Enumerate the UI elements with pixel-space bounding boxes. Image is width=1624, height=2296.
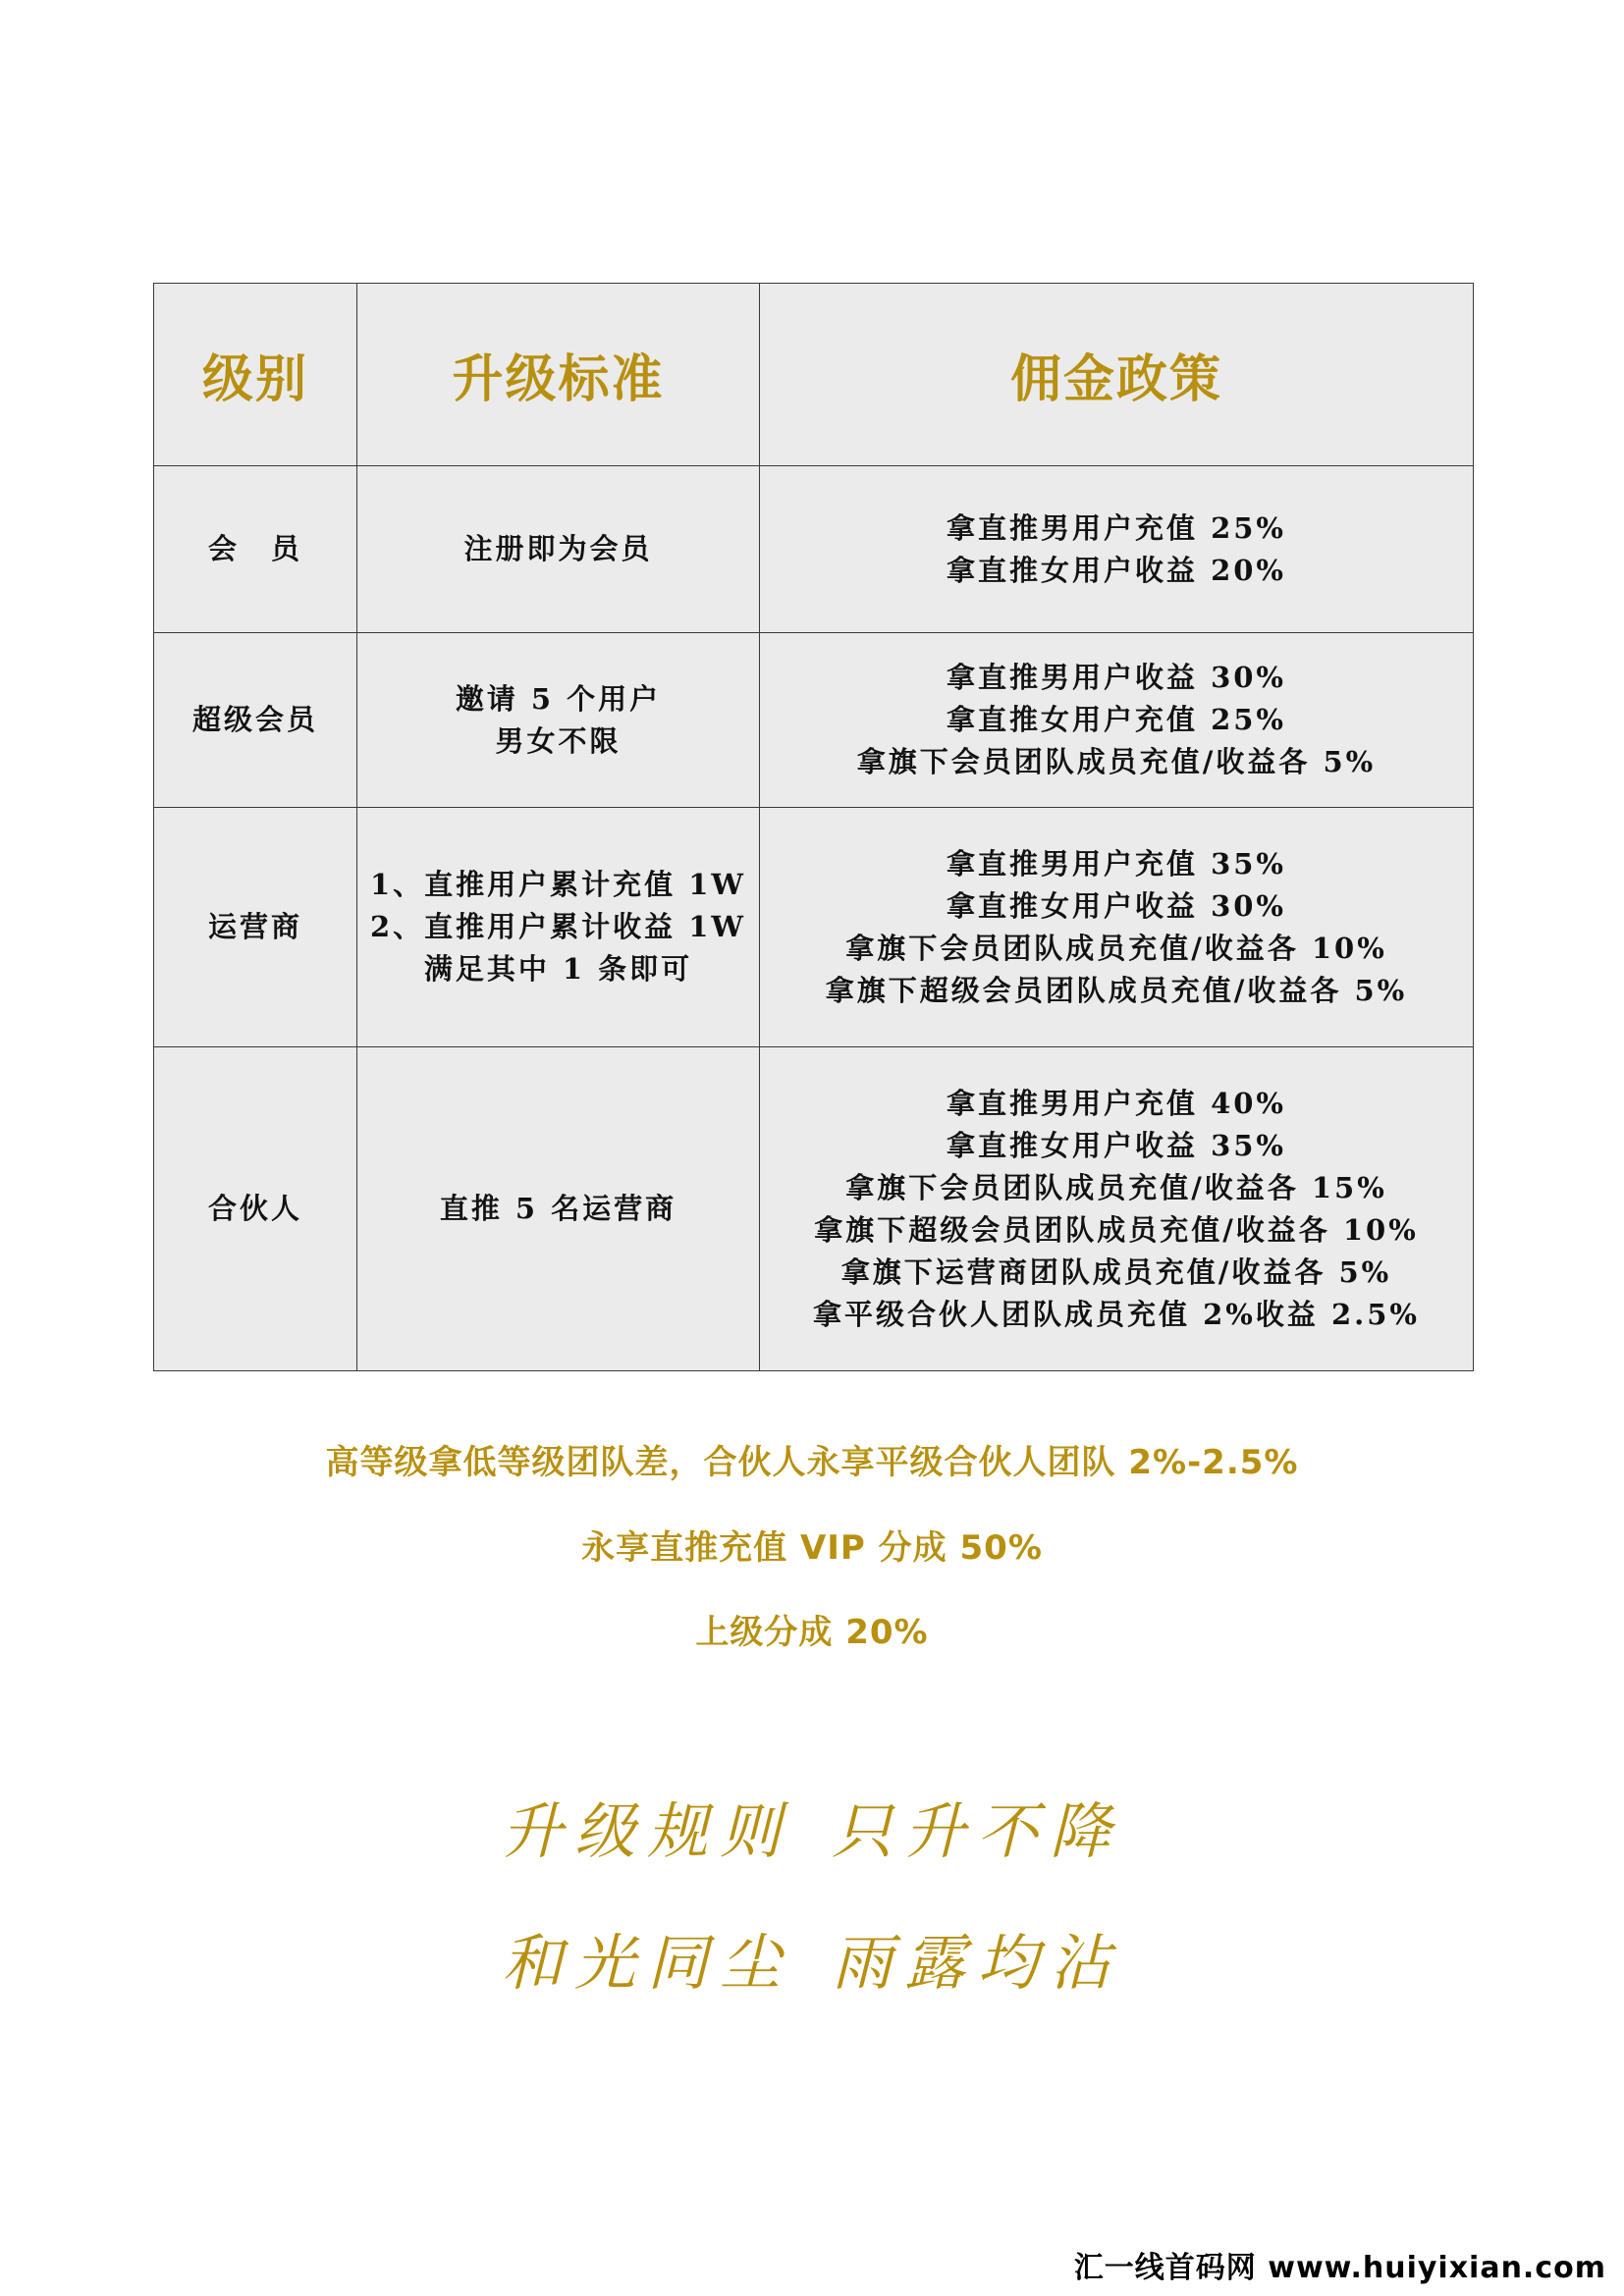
level-cell	[154, 1047, 357, 1371]
site-watermark: 汇一线首码网 www.huiyixian.com	[1066, 2239, 1614, 2290]
table-row	[154, 1047, 1474, 1371]
criteria-cell	[357, 1047, 760, 1371]
table-row	[154, 808, 1474, 1047]
table-header-row	[154, 284, 1474, 466]
header-criteria: 升级标准	[357, 284, 760, 466]
criteria-line: 邀请 5 个用户	[455, 681, 662, 716]
criteria-line: 直推 5 名运营商	[439, 1192, 677, 1225]
commission-policy-table	[153, 283, 1474, 1371]
note-upline-share: 上级分成 20%	[695, 1613, 929, 1652]
commission-cell	[760, 633, 1474, 808]
commission-line: 拿直推女用户收益 30%	[946, 888, 1286, 923]
slogan-part: 和光同尘	[501, 1927, 792, 1999]
commission-cell	[760, 808, 1474, 1047]
commission-cell	[760, 466, 1474, 633]
commission-line: 拿旗下会员团队成员充值/收益各 15%	[845, 1170, 1387, 1204]
criteria-cell	[357, 808, 760, 1047]
criteria-line: 2、直推用户累计收益 1W	[369, 910, 747, 943]
commission-line: 拿直推男用户充值 40%	[946, 1086, 1286, 1120]
level-label: 运营商	[207, 910, 302, 943]
level-label: 合伙人	[207, 1192, 302, 1225]
criteria-line: 注册即为会员	[463, 532, 653, 565]
criteria-line: 男女不限	[495, 723, 622, 758]
commission-line: 拿直推女用户收益 35%	[946, 1128, 1286, 1162]
commission-line: 拿平级合伙人团队成员充值 2%收益 2.5%	[813, 1297, 1420, 1331]
table-row	[154, 633, 1474, 808]
commission-line: 拿直推男用户充值 35%	[946, 846, 1286, 881]
table-row	[154, 466, 1474, 633]
note-vip-share: 永享直推充值 VIP 分成 50%	[581, 1528, 1043, 1568]
criteria-line: 满足其中 1 条即可	[423, 952, 693, 986]
slogan-part: 只升不降	[832, 1795, 1123, 1867]
commission-line: 拿旗下超级会员团队成员充值/收益各 10%	[814, 1212, 1419, 1247]
slogan-part: 升级规则	[501, 1795, 792, 1867]
level-cell	[154, 633, 357, 808]
slogan-upgrade-rule	[0, 1783, 1624, 1870]
level-label: 会 员	[207, 532, 302, 565]
criteria-cell	[357, 466, 760, 633]
criteria-cell	[357, 633, 760, 808]
commission-line: 拿旗下会员团队成员充值/收益各 10%	[845, 931, 1387, 965]
level-cell	[154, 808, 357, 1047]
commission-line: 拿旗下运营商团队成员充值/收益各 5%	[840, 1255, 1392, 1289]
criteria-line: 1、直推用户累计充值 1W	[369, 868, 747, 901]
commission-cell	[760, 1047, 1474, 1371]
level-cell	[154, 466, 357, 633]
commission-line: 拿直推男用户充值 25%	[946, 510, 1286, 545]
commission-line: 拿直推女用户充值 25%	[946, 703, 1286, 736]
header-level: 级别	[154, 284, 357, 466]
level-label: 超级会员	[191, 703, 318, 736]
commission-line: 拿直推女用户收益 20%	[946, 553, 1286, 587]
commission-line: 拿直推男用户收益 30%	[946, 661, 1286, 694]
header-commission: 佣金政策	[760, 284, 1474, 466]
commission-line: 拿旗下会员团队成员充值/收益各 5%	[856, 745, 1377, 778]
slogan-part: 雨露均沾	[832, 1927, 1123, 1999]
note-team-difference: 高等级拿低等级团队差，合伙人永享平级合伙人团队 2%-2.5%	[325, 1443, 1299, 1482]
commission-line: 拿旗下超级会员团队成员充值/收益各 5%	[825, 973, 1408, 1007]
slogan-motto	[0, 1914, 1624, 2002]
